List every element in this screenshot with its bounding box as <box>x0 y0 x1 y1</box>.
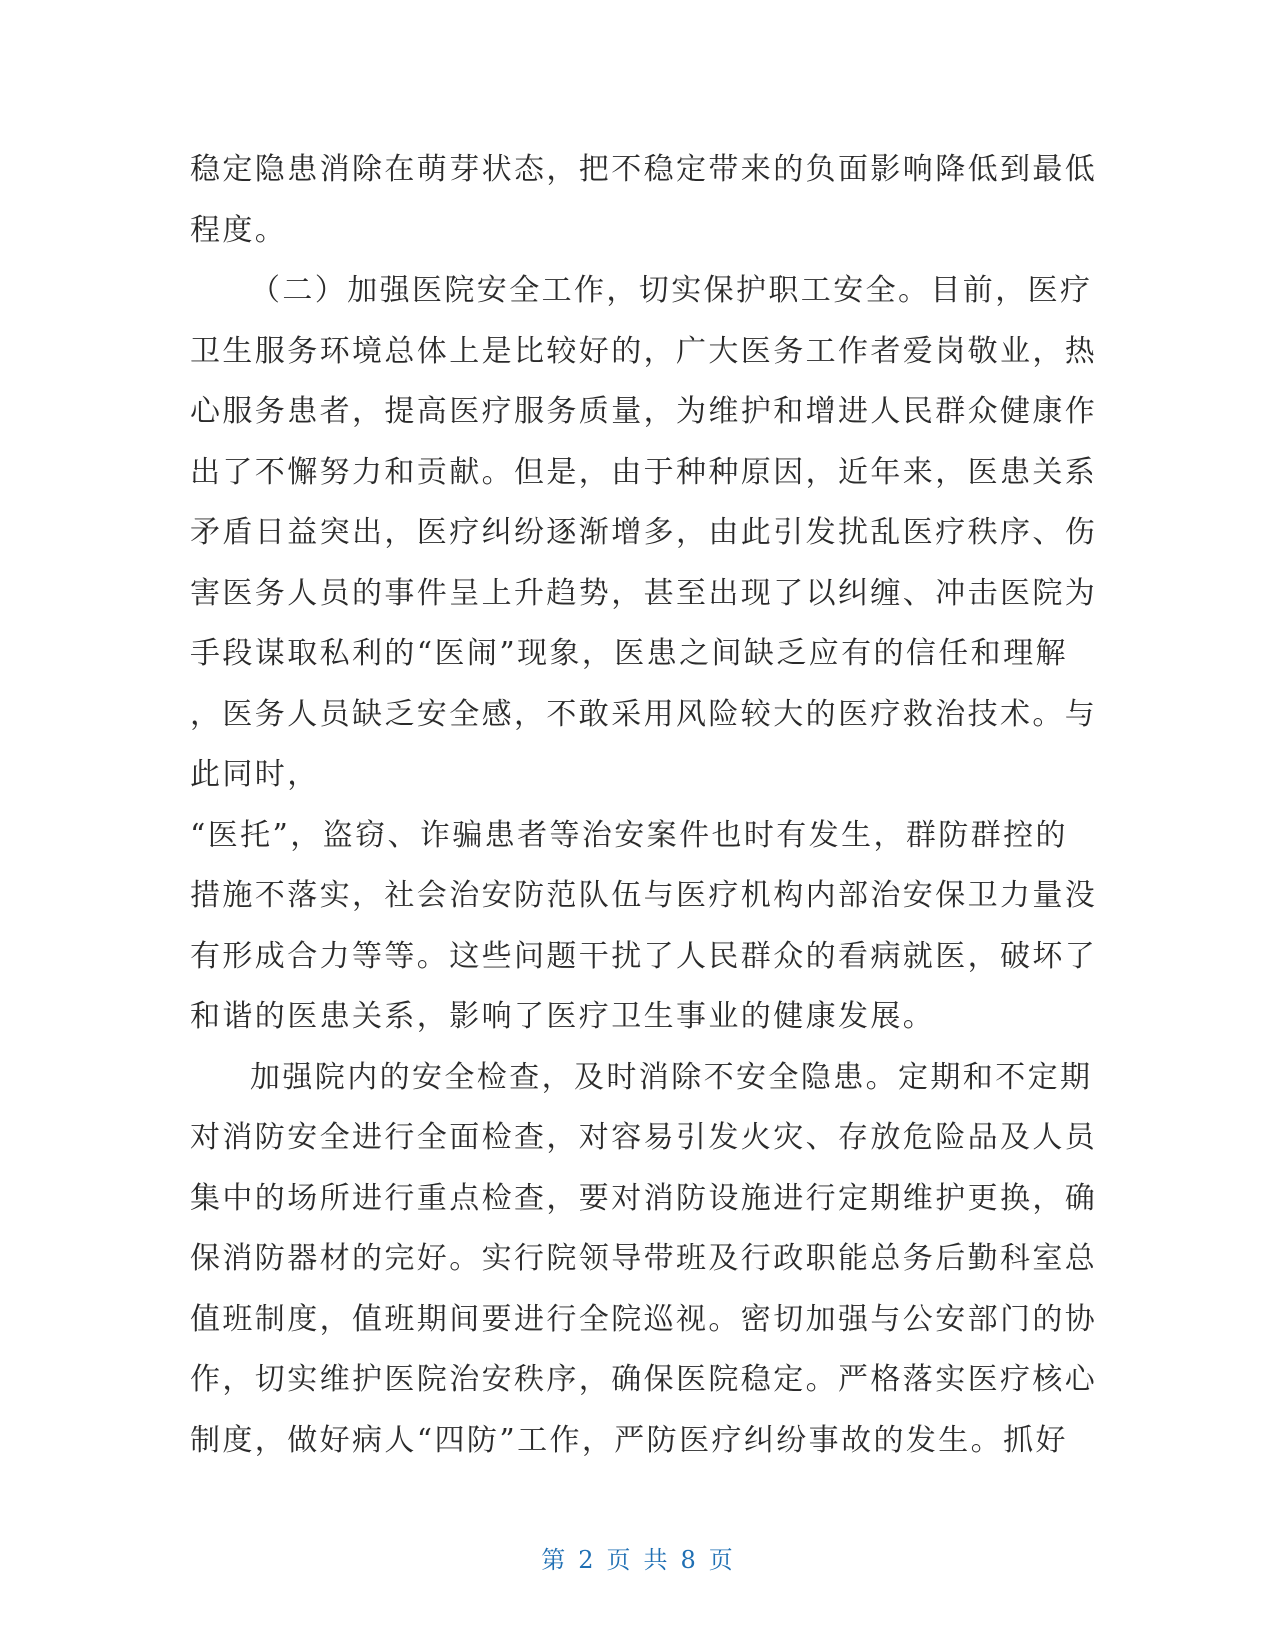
text-line: ，医务人员缺乏安全感，不敢采用风险较大的医疗救治技术。与 <box>190 696 1098 732</box>
text-line: 措施不落实，社会治安防范队伍与医疗机构内部治安保卫力量没 <box>190 878 1098 913</box>
text-line: 值班制度，值班期间要进行全院巡视。密切加强与公安部门的协 <box>190 1301 1098 1337</box>
page-label-suffix: 页 <box>708 1546 734 1574</box>
text-line: 对消防安全进行全面检查，对容易引发火灾、存放危险品及人员 <box>190 1120 1098 1155</box>
text-line: 卫生服务环境总体上是比较好的，广大医务工作者爱岗敬业，热 <box>190 333 1098 369</box>
text-line: 和谐的医患关系，影响了医疗卫生事业的健康发展。 <box>190 999 936 1034</box>
text-line: 制度，做好病人“四防”工作，严防医疗纠纷事故的发生。抓好 <box>190 1422 1068 1458</box>
text-line: 集中的场所进行重点检查，要对消防设施进行定期维护更换，确 <box>190 1180 1098 1216</box>
text-line: 此同时， <box>190 757 320 792</box>
total-label-prefix: 共 <box>643 1546 669 1574</box>
text-line: 害医务人员的事件呈上升趋势，甚至出现了以纠缠、冲击医院为 <box>190 575 1098 611</box>
text-line: 心服务患者，提高医疗服务质量，为维护和增进人民群众健康作 <box>190 394 1098 429</box>
text-line: 保消防器材的完好。实行院领导带班及行政职能总务后勤科室总 <box>190 1241 1098 1276</box>
page-label-mid: 页 <box>606 1546 632 1574</box>
text-line: “医托”，盗窃、诈骗患者等治安案件也时有发生，群防群控的 <box>190 817 1068 853</box>
text-line: 出了不懈努力和贡献。但是，由于种种原因，近年来，医患关系 <box>190 454 1098 490</box>
page-label-prefix: 第 <box>541 1546 567 1574</box>
text-line: 有形成合力等等。这些问题干扰了人民群众的看病就医，破坏了 <box>190 938 1098 974</box>
text-line: 矛盾日益突出，医疗纠纷逐渐增多，由此引发扰乱医疗秩序、伤 <box>190 515 1098 550</box>
total-page-number: 8 <box>680 1546 697 1574</box>
page-number-footer <box>0 1540 1275 1575</box>
text-line: 程度。 <box>190 212 288 248</box>
text-line: （二）加强医院安全工作，切实保护职工安全。目前，医疗 <box>250 273 1093 308</box>
text-line: 加强院内的安全检查，及时消除不安全隐患。定期和不定期 <box>250 1059 1093 1095</box>
text-line: 作，切实维护医院治安秩序，确保医院稳定。严格落实医疗核心 <box>190 1362 1098 1397</box>
body-text <box>190 140 1098 1471</box>
text-line: 手段谋取私利的“医闹”现象，医患之间缺乏应有的信任和理解 <box>190 636 1068 671</box>
current-page-number: 2 <box>578 1546 595 1574</box>
text-line: 稳定隐患消除在萌芽状态，把不稳定带来的负面影响降低到最低 <box>190 152 1098 187</box>
